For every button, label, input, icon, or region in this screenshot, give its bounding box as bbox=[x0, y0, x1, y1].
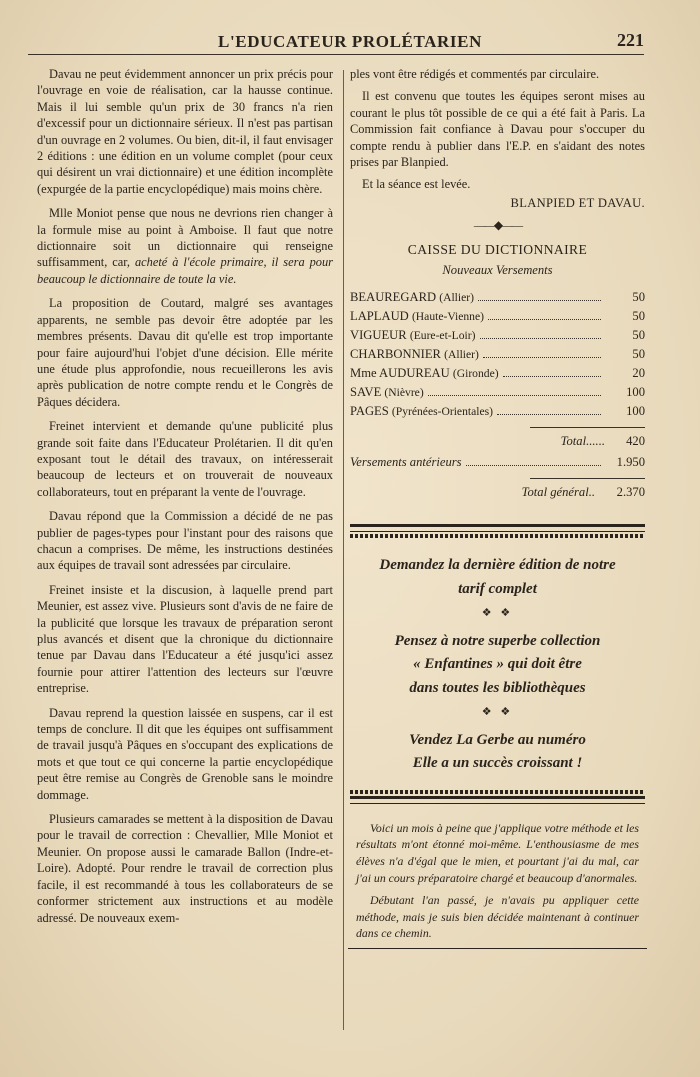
ad-line: « Enfantines » qui doit être bbox=[413, 656, 582, 673]
grand-total-row: Total général.. 2.370 bbox=[521, 485, 645, 500]
column-divider bbox=[343, 70, 344, 1030]
ad-line: Demandez la dernière édition de notre bbox=[379, 557, 616, 574]
ad-line: tarif complet bbox=[458, 580, 537, 597]
advertisement-block bbox=[350, 554, 645, 775]
ornament-separator: ❖ ❖ bbox=[481, 706, 514, 719]
paragraph: Plusieurs camarades se mettent à la disposition de Davau pour le travail de correction : Chevallier, Mlle Moniot et Meunier. On propose aussi le camarade Ballon (Indre-et-Loire). Adopté. Pour rendre le travail de correction plus facile, il est recommandé à tous les collaborateurs de se conformer strictement aux instructions et au modèle adressé. De nouveaux exem- bbox=[37, 812, 333, 925]
heavy-divider bbox=[350, 796, 645, 804]
list-item: VIGUEUR (Eure-et-Loir) 50 bbox=[350, 328, 645, 343]
contributions-list bbox=[350, 288, 645, 502]
sum-rule bbox=[530, 478, 645, 479]
total-row: Total...... 420 bbox=[560, 434, 645, 449]
caisse-subtitle: Nouveaux Versements bbox=[442, 263, 553, 278]
ornament-divider: ——◆—— bbox=[473, 218, 522, 233]
paragraph: ples vont être rédigés et commentés par circulaire. bbox=[350, 67, 600, 81]
paragraph: Mlle Moniot pense que nous ne devrions rien changer à la formule mise au point à Amboise. Il faut que notre dictionnaire soit un dictionnaire qui renseigne suffisamment, car, acheté à l'école primaire, il sera pour beaucoup le dictionnaire de toute la vie. bbox=[37, 206, 333, 286]
previous-total-row: Versements antérieurs 1.950 bbox=[350, 455, 645, 470]
italic-quote: acheté à l'école primaire, il sera pour beaucoup le dictionnaire de toute la vie. bbox=[37, 255, 333, 286]
running-header bbox=[28, 28, 644, 55]
paragraph: Il est convenu que toutes les équipes seront mises au courant le plus tôt possible de ce qui a été fait à Paris. La Commission fait confiance à Davau pour s'occuper du compte rendu à publier dans l'E.P. en s'aidant des notes prises par Blanpied. bbox=[350, 89, 645, 170]
paragraph: Davau ne peut évidemment annoncer un prix précis pour l'ouvrage en voie de réalisation, car la hausse continue. Mais il lui semble qu'un prix de 30 francs n'a rien d'excessif pour un dictionnaire sérieux. Il n'est pas partisan d'un ouvrage en 2 volumes. Ou bien, dit-il, il faut envisager 2 éditions : une édition en un volume complet (pour ceux qui désirent un vrai dictionnaire) et une édition incomplète (expurgée de la partie encyclopédique) mais moins chère. bbox=[37, 67, 333, 196]
journal-title: L'EDUCATEUR PROLÉTARIEN bbox=[218, 32, 482, 51]
signature: BLANPIED ET DAVAU. bbox=[510, 195, 645, 210]
list-item: BEAUREGARD (Allier) 50 bbox=[350, 290, 645, 305]
testimonial-paragraph: Voici un mois à peine que j'applique votre méthode et les résultats m'ont étonné moi-même. L'enthousiasme de mes élèves n'a d'égal que le mien, et pourtant j'ai du mal, car j'ai un cours préparatoire chargé et beaucoup d'anormales. bbox=[356, 820, 639, 885]
paragraph: La proposition de Coutard, malgré ses avantages apparents, ne semble pas devoir être adoptée par les membres présents. Davau dit qu'elle est trop importante pour faire aujourd'hui l'objet d'une décision. Elle mérite une étude plus approfondie, nous recueillerons les avis après publication de notre compte rendu et le Congrès de Pâques décidera. bbox=[37, 296, 333, 409]
paragraph: Davau reprend la question laissée en suspens, car il est temps de conclure. Il dit que les équipes ont suffisamment de travail jusqu'à Pâques en s'occupant des explications de mots et que tout ce qui concerne la partie encyclopédique peut être remise au Congrès de Grenoble sans le moindre dommage. bbox=[37, 705, 333, 802]
paragraph: Davau répond que la Commission a décidé de ne pas publier de pages-types pour l'instant pour des raisons que chacun a comprises. De même, les instructions destinées aux équipes de travail sont adressées par circulaire. bbox=[37, 509, 333, 573]
ad-line: Vendez La Gerbe au numéro bbox=[409, 731, 586, 748]
dotted-band bbox=[350, 534, 645, 538]
testimonial bbox=[350, 820, 645, 942]
list-item: CHARBONNIER (Allier) 50 bbox=[350, 347, 645, 362]
ad-line: Elle a un succès croissant ! bbox=[412, 755, 583, 772]
left-column bbox=[37, 66, 333, 934]
list-item: Mme AUDUREAU (Gironde) 20 bbox=[350, 366, 645, 381]
ad-line: dans toutes les bibliothèques bbox=[409, 679, 586, 696]
sum-rule bbox=[530, 427, 645, 428]
dotted-band bbox=[350, 790, 645, 794]
bottom-rule bbox=[348, 948, 647, 949]
right-column bbox=[350, 66, 645, 949]
paragraph: Freinet intervient et demande qu'une publicité plus grande soit faite dans l'Educateur Prolétarien. Il dit qu'en exposant tout le détail des travaux, on intéresserait beaucoup de lecteurs et on trouverait de nouveaux collaborateurs, tout en préparant la vente de l'ouvrage. bbox=[37, 419, 333, 499]
paragraph: Freinet insiste et la discusion, à laquelle prend part Meunier, est assez vive. Plusieurs sont d'avis de ne faire de la publicité que lorsque les travaux de préparation seront plus avancés et disent que la chronique du dictionnaire tenue par Davau dans l'Educateur a été jusqu'ici assez fournie pour attirer l'attention des lecteurs sur l'œuvre entreprise. bbox=[37, 582, 333, 696]
list-item: PAGES (Pyrénées-Orientales) 100 bbox=[350, 404, 645, 419]
caisse-title: CAISSE DU DICTIONNAIRE bbox=[407, 241, 588, 257]
ornament-separator: ❖ ❖ bbox=[481, 607, 514, 620]
page-number: 221 bbox=[617, 30, 644, 50]
list-item: LAPLAUD (Haute-Vienne) 50 bbox=[350, 309, 645, 324]
paragraph: Et la séance est levée. bbox=[362, 177, 471, 192]
ad-line: Pensez à notre superbe collection bbox=[394, 632, 601, 649]
heavy-divider bbox=[350, 524, 645, 532]
testimonial-paragraph: Débutant l'an passé, je n'avais pu appliquer cette méthode, mais je suis bien décidée maintenant à continuer dans ce chemin. bbox=[356, 893, 639, 941]
list-item: SAVE (Nièvre) 100 bbox=[350, 385, 645, 400]
